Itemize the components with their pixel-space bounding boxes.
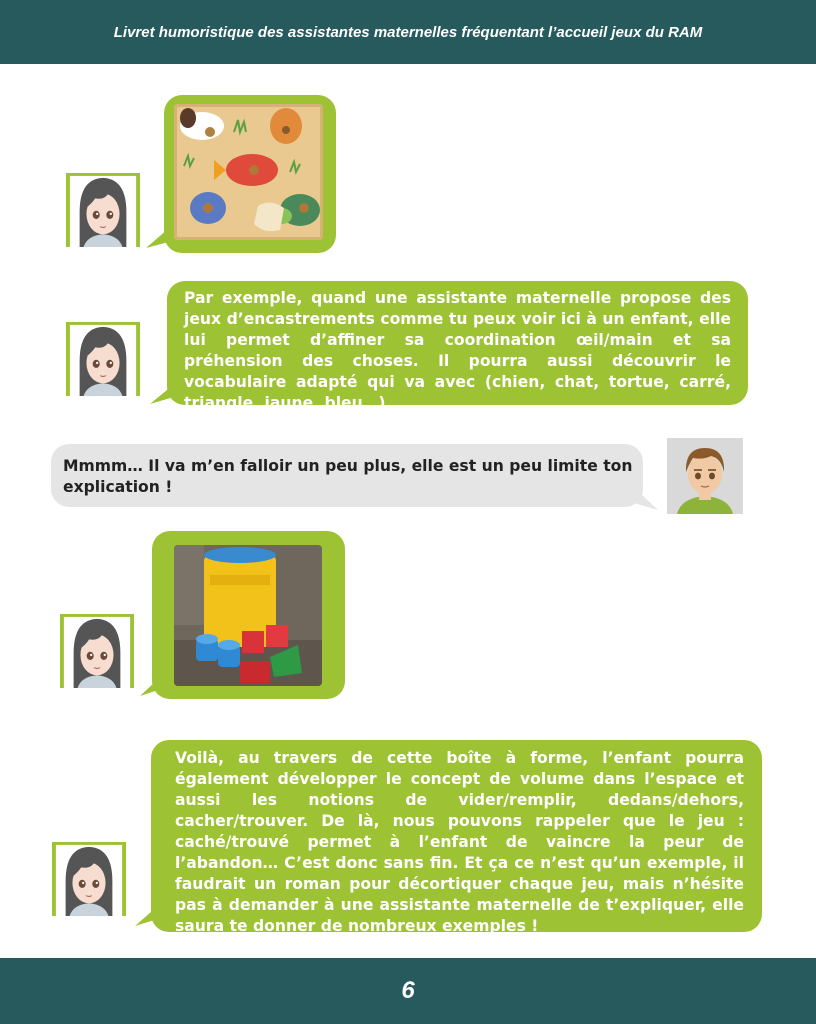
message-text: Par exemple, quand une assistante maternelle propose des jeux d’encastrements comme tu peux voir ici à un enfant, elle lui permet d’affiner sa coordination œil/main et sa préhension des choses. Il pourra aussi découvrir le vocabulaire adapté qui va avec (chien, chat, tortue, carré, triangle, jaune, bleu…). <box>184 289 731 412</box>
page-footer <box>0 958 816 1024</box>
avatar-garcon <box>667 438 743 514</box>
message-text: Voilà, au travers de cette boîte à forme, l’enfant pourra également développer le concept de volume dans l’espace et aussi les notions de vider/remplir, dedans/dehors, cacher/trouver. De là, nous pouvons rappeler que le jeu : caché/trouvé permet à l’enfant de vaincre la peur de l’abandon… C’est donc sans fin. Et ça ce n’est qu’un exemple, il faudrait un roman pour décortiquer chaque jeu, mais n’hésite pas à demander à une assistante maternelle de t’expliquer, elle saura te donner de nombreux exemples ! <box>175 749 744 935</box>
avatar-assistante <box>60 612 134 690</box>
avatar-assistante <box>66 320 140 398</box>
page-header <box>0 0 816 64</box>
avatar-assistante <box>66 171 140 249</box>
header-title: Livret humoristique des assistantes maternelles fréquentant l’accueil jeux du RAM <box>113 23 703 41</box>
wooden-puzzle-photo <box>174 104 323 240</box>
reply-text: Mmmm… Il va m’en falloir un peu plus, elle est un peu limite ton explication ! <box>63 457 633 496</box>
page-number: 6 <box>401 977 415 1004</box>
avatar-assistante <box>52 840 126 918</box>
shape-sorter-photo <box>174 545 322 686</box>
